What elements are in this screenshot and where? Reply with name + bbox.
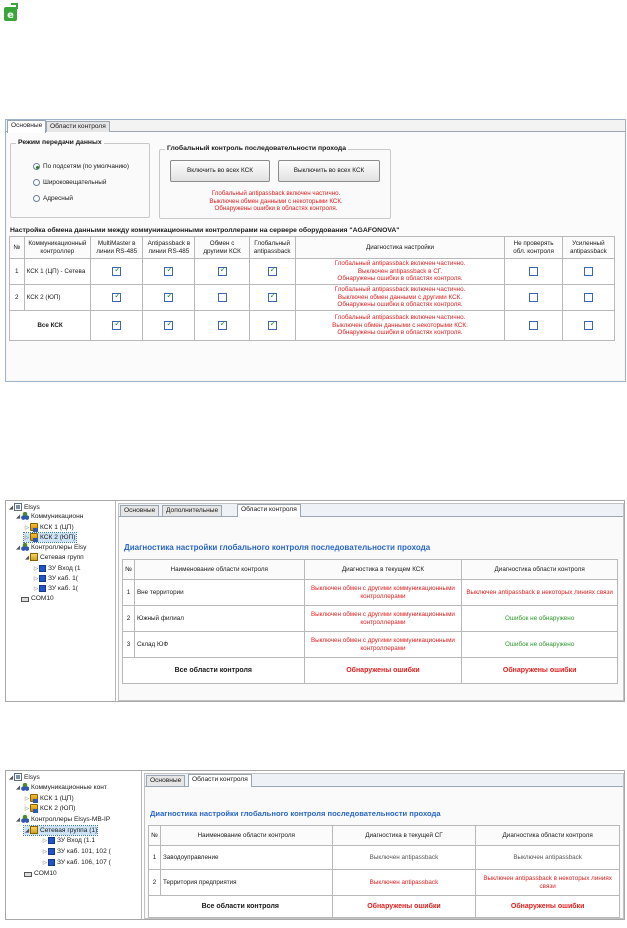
row-diagnostics <box>295 259 505 285</box>
tree-node-label: Контроллеры Elsys-MB-IP <box>31 816 111 823</box>
network-group-icon <box>30 553 38 561</box>
network-icon <box>21 543 29 551</box>
total-diagnostics <box>295 311 505 341</box>
network-icon <box>21 512 29 520</box>
total-diag-area: Обнаружены ошибки <box>476 896 620 918</box>
no-check-checkbox-cell <box>505 285 562 311</box>
tree-node-label: КСК 2 (ЮП) <box>40 534 76 541</box>
radio-subnets-label: По подсетям (по умолчанию) <box>43 163 129 170</box>
global-apb-checkbox-cell <box>249 259 295 285</box>
diag-line: Выключен обмен данными с другими КСК. <box>337 293 463 301</box>
device-icon <box>48 859 55 866</box>
row-diag-area: Ошибок не обнаружено <box>462 606 618 632</box>
tab-main[interactable]: Основные <box>146 775 185 786</box>
tree-node-comm[interactable] <box>15 783 107 792</box>
multimaster-checkbox-cell <box>91 311 143 341</box>
ksk-areas-window <box>5 500 625 702</box>
tree-node-controllers[interactable] <box>15 543 86 552</box>
strong-apb-checkbox[interactable] <box>584 267 593 276</box>
ksk-settings-window <box>5 119 626 382</box>
global-apb-checkbox-cell <box>249 285 295 311</box>
radio-address-label: Адресный <box>43 195 73 202</box>
col-diag-current: Диагностика в текущем КСК <box>304 560 462 580</box>
global-status-line: Выключен обмен данными с некоторыми КСК. <box>209 197 343 205</box>
expand-arrow-icon[interactable]: ▷ <box>42 849 48 855</box>
diag-line: Обнаружены ошибки в областях контроля. <box>337 329 463 337</box>
collapse-arrow-icon[interactable]: ◢ <box>15 817 21 823</box>
table-row[interactable] <box>149 870 620 896</box>
no-check-all-checkbox[interactable] <box>529 321 538 330</box>
device-icon <box>48 848 55 855</box>
col-exchange: Обмен с другими КСК <box>195 237 249 259</box>
row-area-name: Территория предприятия <box>160 870 332 896</box>
row-diag-current: Выключен обмен с другими коммуникационными контроллерами <box>304 580 462 606</box>
total-diag-current: Обнаружены ошибки <box>304 658 462 684</box>
tree-node-label: ЗУ Вход (1.1 <box>57 837 96 844</box>
col-multimaster: MultiMaster в линии RS-485 <box>91 237 143 259</box>
no-check-checkbox[interactable] <box>529 267 538 276</box>
global-apb-checkbox-cell <box>249 311 295 341</box>
tab-control-areas[interactable]: Области контроля <box>188 774 252 787</box>
multimaster-checkbox[interactable] <box>112 293 121 302</box>
collapse-arrow-icon[interactable]: ◢ <box>15 545 21 551</box>
strong-apb-checkbox-cell <box>562 311 614 341</box>
tree-node-ksk1[interactable] <box>24 794 74 803</box>
col-number: № <box>10 237 25 259</box>
row-number: 2 <box>10 285 25 311</box>
network-icon <box>21 815 29 823</box>
global-apb-all-checkbox[interactable] <box>268 321 277 330</box>
row-diag-current: Выключен обмен с другими коммуникационными контроллерами <box>304 632 462 658</box>
total-label: Все области контроля <box>123 658 305 684</box>
tree-node-label: Сетевая группа (1) <box>40 827 98 834</box>
row-diag-current: Выключен antipassback <box>332 870 476 896</box>
row-area-name: Заводоуправление <box>160 846 332 870</box>
exchange-checkbox-cell <box>195 285 249 311</box>
tree-node-device[interactable] <box>33 564 81 573</box>
no-check-checkbox-cell <box>505 311 562 341</box>
table-row[interactable] <box>149 846 620 870</box>
multimaster-checkbox-cell <box>91 285 143 311</box>
strong-apb-checkbox-cell <box>562 259 614 285</box>
expand-arrow-icon[interactable]: ▷ <box>33 576 39 582</box>
expand-arrow-icon[interactable]: ▷ <box>24 806 30 812</box>
tree-node-device[interactable] <box>42 858 111 867</box>
col-diag-current: Диагностика в текущей СГ <box>332 826 476 846</box>
collapse-arrow-icon[interactable]: ◢ <box>15 785 21 791</box>
diag-line: Обнаружены ошибки в областях контроля. <box>337 275 463 283</box>
exchange-checkbox-cell <box>195 311 249 341</box>
tree-node-label: Коммуникационн <box>31 513 84 520</box>
controller-icon <box>30 523 38 531</box>
diag-line: Глобальный antipassback включен частично. <box>334 314 466 322</box>
col-no-check: Не проверять обл. контроля <box>505 237 562 259</box>
antipassback-checkbox[interactable] <box>164 293 173 302</box>
col-diag-area: Диагностика области контроля <box>462 560 618 580</box>
device-icon <box>39 565 46 572</box>
diag-line: Глобальный antipassback включен частично. <box>334 260 466 268</box>
global-apb-checkbox[interactable] <box>268 267 277 276</box>
multimaster-checkbox[interactable] <box>112 267 121 276</box>
diag-line: Обнаружены ошибки в областях контроля. <box>337 301 463 309</box>
tree-node-label: Elsys <box>24 774 40 781</box>
tree-node-ksk1[interactable] <box>24 523 74 532</box>
expand-arrow-icon[interactable]: ▷ <box>42 860 48 866</box>
row-diag-area: Выключен antipassback в некоторых линиях связи <box>462 580 618 606</box>
diag-line: Выключен обмен данными с некоторыми КСК. <box>332 321 468 329</box>
global-control-group <box>159 145 391 219</box>
table-row[interactable] <box>123 580 618 606</box>
device-icon <box>48 837 55 844</box>
tree-node-device[interactable] <box>42 836 95 845</box>
tab-main[interactable]: Основные <box>7 120 46 133</box>
row-number: 2 <box>149 870 161 896</box>
controller-icon <box>30 533 38 541</box>
row-diag-area: Ошибок не обнаружено <box>462 632 618 658</box>
col-number: № <box>149 826 161 846</box>
total-diag-area: Обнаружены ошибки <box>462 658 618 684</box>
global-control-title: Глобальный контроль последовательности прохода <box>167 145 347 152</box>
group-areas-window <box>5 770 625 920</box>
strong-apb-checkbox-cell <box>562 285 614 311</box>
tree-node-label: COM10 <box>31 595 54 602</box>
tree-node-group[interactable] <box>24 826 97 835</box>
no-check-checkbox[interactable] <box>529 293 538 302</box>
expand-arrow-icon[interactable]: ▷ <box>24 796 30 802</box>
device-icon <box>39 585 46 592</box>
device-tree <box>6 771 142 919</box>
radio-broadcast-label: Широковещательный <box>43 179 107 186</box>
tree-node-label: Коммуникационные конт <box>31 784 107 791</box>
row-diagnostics <box>295 285 505 311</box>
tab-bar <box>145 774 623 787</box>
antipassback-checkbox-cell <box>143 285 195 311</box>
col-antipassback: Antipassback в линии RS-485 <box>143 237 195 259</box>
enable-all-button[interactable]: Включить во всех КСК <box>170 160 270 182</box>
col-number: № <box>123 560 135 580</box>
tab-additional[interactable]: Дополнительные <box>162 505 222 516</box>
tree-node-ksk2[interactable] <box>24 533 76 542</box>
tree-node-label: ЗУ Вход (1 <box>48 565 81 572</box>
row-area-name: Вне территории <box>134 580 304 606</box>
root-icon <box>14 503 22 511</box>
areas-title: Диагностика настройки глобального контроля последовательности прохода <box>124 543 431 552</box>
tree-node-label: ЗУ каб. 1( <box>48 585 78 592</box>
tree-node-elsys[interactable] <box>8 503 40 512</box>
antipassback-checkbox[interactable] <box>164 267 173 276</box>
tree-node-label: Сетевая групп <box>40 554 84 561</box>
table-row[interactable] <box>123 632 618 658</box>
total-label: Все КСК <box>10 311 91 341</box>
areas-table <box>148 825 620 918</box>
row-number: 1 <box>149 846 161 870</box>
areas-content <box>144 773 624 919</box>
tree-node-label: КСК 1 (ЦП) <box>40 795 74 802</box>
tree-node-com[interactable] <box>24 869 57 878</box>
tree-node-label: ЗУ каб. 101, 102 ( <box>57 848 111 855</box>
collapse-arrow-icon[interactable]: ◢ <box>8 505 14 511</box>
row-number: 1 <box>123 580 135 606</box>
table-row[interactable] <box>10 285 615 311</box>
row-area-name: Склад ЮФ <box>134 632 304 658</box>
com-port-icon <box>21 597 29 602</box>
antipassback-checkbox-cell <box>143 259 195 285</box>
root-icon <box>14 773 22 781</box>
areas-content <box>118 503 624 701</box>
main-tab-content <box>7 132 624 380</box>
table-row[interactable] <box>123 606 618 632</box>
total-row[interactable] <box>123 658 618 684</box>
col-area-name: Наименование области контроля <box>134 560 304 580</box>
tab-control-areas[interactable]: Области контроля <box>237 504 301 517</box>
row-number: 1 <box>10 259 25 285</box>
multimaster-all-checkbox[interactable] <box>112 321 121 330</box>
expand-arrow-icon[interactable]: ▷ <box>24 535 30 541</box>
diag-line: Выключен antipassback в СГ. <box>357 267 443 275</box>
areas-title: Диагностика настройки глобального контроля последовательности прохода <box>150 809 441 818</box>
col-area-name: Наименование области контроля <box>160 826 332 846</box>
network-icon <box>21 783 29 791</box>
expand-arrow-icon[interactable]: ▷ <box>24 525 30 531</box>
global-status-line: Глобальный antipassback включен частично. <box>211 190 341 197</box>
total-label: Все области контроля <box>149 896 333 918</box>
controller-icon <box>30 794 38 802</box>
tree-node-label: КСК 2 (ЮП) <box>40 805 76 812</box>
tab-control-areas[interactable]: Области контроля <box>46 121 110 132</box>
tree-node-controllers[interactable] <box>15 815 110 824</box>
network-group-icon <box>30 826 38 834</box>
col-global-apb: Глобальный antipassback <box>249 237 295 259</box>
global-apb-checkbox[interactable] <box>268 293 277 302</box>
row-number: 2 <box>123 606 135 632</box>
no-check-checkbox-cell <box>505 259 562 285</box>
col-diagnostics: Диагностика настройки <box>295 237 505 259</box>
areas-table <box>122 559 618 684</box>
collapse-arrow-icon[interactable]: ◢ <box>8 775 14 781</box>
row-number: 3 <box>123 632 135 658</box>
col-diag-area: Диагностика области контроля <box>476 826 620 846</box>
tree-node-elsys[interactable] <box>8 773 40 782</box>
tree-node-device[interactable] <box>42 847 111 856</box>
mode-group <box>10 139 150 218</box>
tree-node-group[interactable] <box>24 553 84 562</box>
exchange-table-title: Настройка обмена данными между коммуникационными контроллерами на сервере оборудования "AGAFONOVA" <box>10 227 400 234</box>
row-diag-area: Выключен antipassback в некоторых линиях связи <box>476 870 620 896</box>
tree-node-label: Контроллеры Elsy <box>31 544 87 551</box>
diag-line: Глобальный antipassback включен частично. <box>334 286 466 294</box>
row-diag-current: Выключен antipassback <box>332 846 476 870</box>
expand-arrow-icon[interactable]: ▷ <box>42 838 48 844</box>
collapse-arrow-icon[interactable]: ◢ <box>24 555 30 561</box>
row-diag-area: Выключен antipassback <box>476 846 620 870</box>
device-tree <box>6 501 116 701</box>
com-port-icon <box>24 872 32 877</box>
tab-bar <box>119 504 623 517</box>
tree-node-label: ЗУ каб. 106, 107 ( <box>57 859 111 866</box>
device-icon <box>39 575 46 582</box>
mode-group-title: Режим передачи данных <box>18 139 102 146</box>
collapse-arrow-icon[interactable]: ◢ <box>24 828 30 834</box>
tree-node-ksk2[interactable] <box>24 804 76 813</box>
tree-node-device[interactable] <box>33 584 78 593</box>
antipassback-all-checkbox[interactable] <box>164 321 173 330</box>
table-row[interactable] <box>10 259 615 285</box>
controller-icon <box>30 804 38 812</box>
tree-node-label: ЗУ каб. 1( <box>48 575 78 582</box>
svg-text:e: e <box>7 10 14 21</box>
col-strong-apb: Усиленный antipassback <box>562 237 614 259</box>
collapse-arrow-icon[interactable]: ◢ <box>15 514 21 520</box>
radio-broadcast[interactable] <box>33 179 40 186</box>
antipassback-checkbox-cell <box>143 311 195 341</box>
tree-node-label: COM10 <box>34 870 57 877</box>
tab-main[interactable]: Основные <box>120 505 159 516</box>
exchange-checkbox[interactable] <box>218 267 227 276</box>
tree-node-label: КСК 1 (ЦП) <box>40 524 74 531</box>
col-controller: Коммуникационный контроллер <box>24 237 91 259</box>
row-controller: КСК 2 (ЮП) <box>24 285 91 311</box>
expand-arrow-icon[interactable]: ▷ <box>33 566 39 572</box>
radio-address[interactable] <box>33 195 40 202</box>
exchange-checkbox[interactable] <box>218 293 227 302</box>
multimaster-checkbox-cell <box>91 259 143 285</box>
exchange-checkbox-cell <box>195 259 249 285</box>
global-status-line: Обнаружены ошибки в областях контроля. <box>214 205 338 212</box>
e-book-logo-icon <box>3 3 20 22</box>
disable-all-button[interactable]: Выключить во всех КСК <box>278 160 380 182</box>
tree-node-com[interactable] <box>21 594 54 603</box>
row-area-name: Южный филиал <box>134 606 304 632</box>
strong-apb-checkbox[interactable] <box>584 293 593 302</box>
exchange-all-checkbox[interactable] <box>218 321 227 330</box>
total-row[interactable] <box>149 896 620 918</box>
radio-subnets[interactable] <box>33 163 40 170</box>
total-row[interactable] <box>10 311 615 341</box>
strong-apb-all-checkbox[interactable] <box>584 321 593 330</box>
total-diag-current: Обнаружены ошибки <box>332 896 476 918</box>
row-controller: КСК 1 (ЦП) - Сетева <box>24 259 91 285</box>
global-status-message <box>160 190 392 213</box>
expand-arrow-icon[interactable]: ▷ <box>33 586 39 592</box>
tree-node-comm[interactable] <box>15 512 83 521</box>
tab-bar <box>6 120 625 132</box>
tree-node-label: Elsys <box>24 504 40 511</box>
exchange-table <box>9 236 615 341</box>
row-diag-current: Выключен обмен с другими коммуникационными контроллерами <box>304 606 462 632</box>
tree-node-device[interactable] <box>33 574 78 583</box>
